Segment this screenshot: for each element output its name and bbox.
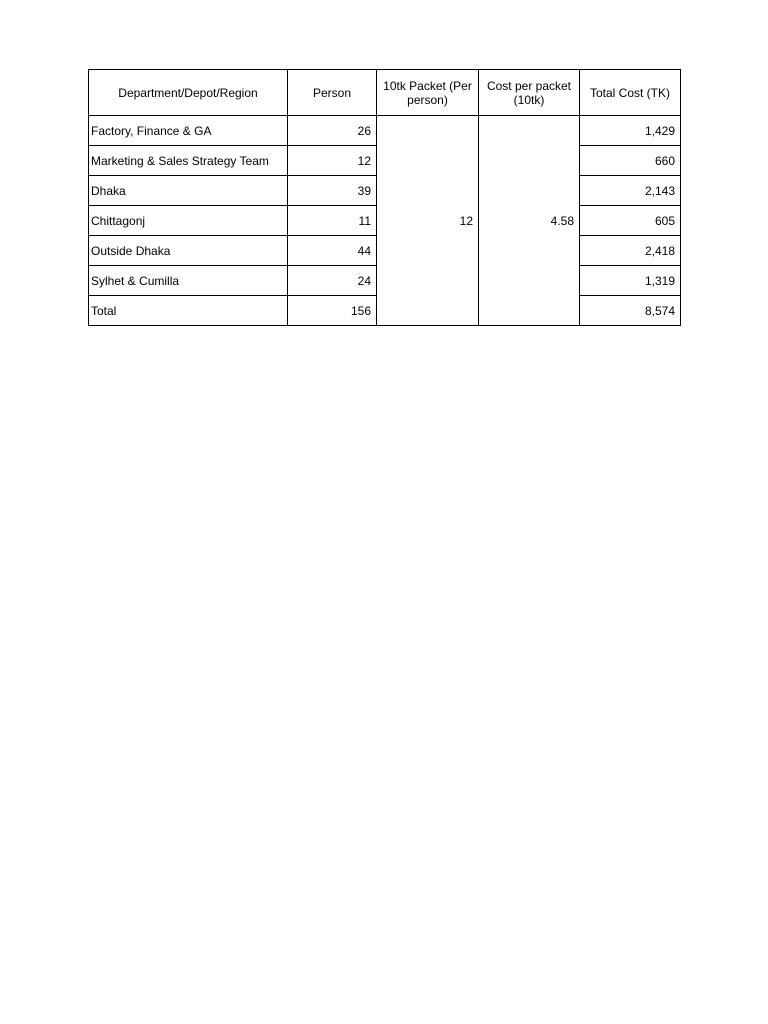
cell-total-cost: 2,418 [580,236,681,266]
header-department: Department/Depot/Region [89,70,288,116]
cell-total-cost: 2,143 [580,176,681,206]
header-cost-per-packet: Cost per packet (10tk) [479,70,580,116]
table-row [89,116,681,146]
cell-packet-per-person: 12 [377,116,479,326]
cell-cost-per-packet: 4.58 [479,116,580,326]
header-person: Person [288,70,377,116]
cell-total-cost: 660 [580,146,681,176]
cell-person: 39 [288,176,377,206]
cell-department: Total [89,296,288,326]
cell-total-cost: 1,429 [580,116,681,146]
cell-total-cost: 1,319 [580,266,681,296]
cell-person: 44 [288,236,377,266]
cell-department: Factory, Finance & GA [89,116,288,146]
cell-total-cost: 605 [580,206,681,236]
cell-person: 11 [288,206,377,236]
header-total-cost: Total Cost (TK) [580,70,681,116]
cost-table [88,69,681,326]
cell-person: 12 [288,146,377,176]
cell-person: 26 [288,116,377,146]
cell-department: Marketing & Sales Strategy Team [89,146,288,176]
header-row [89,70,681,116]
cell-person: 24 [288,266,377,296]
cell-department: Dhaka [89,176,288,206]
cell-department: Chittagonj [89,206,288,236]
cell-total-cost: 8,574 [580,296,681,326]
header-packet: 10tk Packet (Per person) [377,70,479,116]
cell-department: Sylhet & Cumilla [89,266,288,296]
cell-person: 156 [288,296,377,326]
cell-department: Outside Dhaka [89,236,288,266]
